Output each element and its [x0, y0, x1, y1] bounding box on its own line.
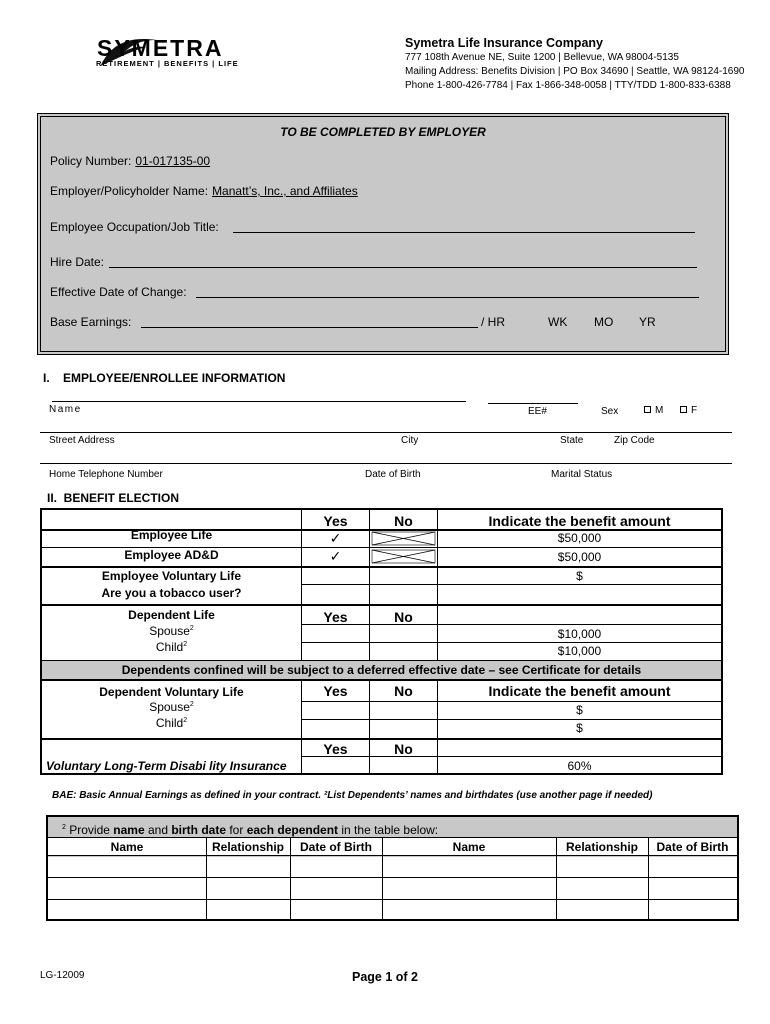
effective-date-label: Effective Date of Change: [50, 285, 187, 299]
form-id: LG-12009 [40, 970, 85, 981]
marital-label: Marital Status [551, 469, 613, 480]
zip-label: Zip Code [614, 435, 655, 446]
row-rule [48, 837, 737, 838]
employee-life-yes-check[interactable]: ✓ [329, 530, 342, 546]
row-rule [302, 642, 721, 643]
per-year-label[interactable]: YR [639, 315, 656, 329]
effective-date-input-line[interactable] [196, 297, 699, 298]
sex-female-option[interactable] [680, 405, 697, 416]
phone-input-line[interactable] [40, 463, 732, 464]
dependent-voluntary-life-label: Dependent Voluntary Life [99, 685, 244, 699]
employee-life-amount: $50,000 [557, 531, 602, 545]
brand-name: SYMETRA [97, 35, 224, 61]
dep-vol-amount-header: Indicate the benefit amount [488, 683, 671, 699]
employee-voluntary-life-label: Employee Voluntary Life [101, 569, 242, 583]
dep-vol-child-label: Child$^2$ [155, 716, 188, 730]
row-rule [42, 566, 721, 568]
dependent-life-no-header: No [394, 609, 413, 625]
female-checkbox[interactable] [680, 406, 687, 413]
col-dob-1: Date of Birth [300, 840, 372, 854]
vltd-label: Voluntary Long-Term Disabi lity Insurance [46, 759, 287, 773]
benefit-amount-header: Indicate the benefit amount [488, 513, 671, 529]
occupation-input-line[interactable] [233, 232, 695, 233]
company-mailing: Mailing Address: Benefits Division | PO Box 34690 | Seattle, WA 98124-1690 [405, 66, 745, 77]
dependent-row-1[interactable] [48, 856, 737, 877]
hire-date-label: Hire Date: [50, 255, 105, 269]
benefit-election-table [40, 508, 723, 775]
employee-add-label: Employee AD&D [124, 548, 219, 562]
dob-label: Date of Birth [365, 469, 421, 480]
employee-add-amount: $50,000 [557, 550, 602, 564]
name-label: Name [49, 404, 82, 415]
per-month-label[interactable]: MO [594, 315, 614, 329]
company-phone: Phone 1-800-426-7784 | Fax 1-866-348-0058 | TTY/TDD 1-800-833-6388 [405, 80, 731, 91]
row-rule [302, 719, 721, 720]
row-rule [42, 679, 721, 681]
employer-name-label: Employer/Policyholder Name: [50, 184, 209, 198]
col-relationship-1: Relationship [211, 840, 284, 854]
row-rule [42, 604, 721, 606]
row-rule [302, 701, 721, 702]
occupation-label: Employee Occupation/Job Title: [50, 220, 219, 234]
dep-vol-spouse-amount[interactable]: $ [576, 703, 583, 717]
policy-number-label: Policy Number: [50, 154, 132, 168]
dependents-instructions: $^2$ Provide name and birth date for each dependent in the table below: [62, 823, 439, 837]
company-name: Symetra Life Insurance Company [405, 36, 603, 50]
employee-voluntary-life-amount[interactable]: $ [576, 569, 583, 583]
dependent-life-yes-header: Yes [323, 609, 348, 625]
female-label: F [691, 405, 698, 416]
dependents-table [46, 815, 739, 921]
brand-tagline: RETIREMENT | BENEFITS | LIFE [96, 59, 239, 68]
dependent-child-amount: $10,000 [557, 644, 602, 658]
employee-add-no-crossed [370, 548, 437, 565]
employee-add-yes-check[interactable]: ✓ [329, 548, 342, 564]
section1-title: I. EMPLOYEE/ENROLLEE INFORMATION [43, 371, 286, 385]
street-label: Street Address [49, 435, 115, 446]
policy-number-value: 01-017135-00 [135, 154, 211, 168]
col-relationship-2: Relationship [565, 840, 638, 854]
ee-input-line[interactable] [488, 403, 578, 404]
col-dob-2: Date of Birth [656, 840, 729, 854]
employee-life-label: Employee Life [130, 528, 213, 542]
dependent-spouse-label: Spouse$^2$ [149, 624, 194, 638]
ee-label: EE# [528, 406, 547, 417]
deferred-date-notice: Dependents confined will be subject to a deferred effective date – see Certificate for details [42, 661, 721, 679]
phone-label: Home Telephone Number [49, 469, 163, 480]
name-input-line[interactable] [52, 401, 466, 402]
dep-vol-child-amount[interactable]: $ [576, 721, 583, 735]
section2-title: II. BENEFIT ELECTION [47, 491, 180, 505]
dependent-row-3[interactable] [48, 900, 737, 921]
employee-life-no-crossed [370, 530, 437, 547]
hire-date-input-line[interactable] [109, 267, 697, 268]
per-hour-label[interactable]: / HR [481, 315, 505, 329]
vltd-no-header: No [394, 741, 413, 757]
employer-name-value: Manatt’s, Inc., and Affiliates [212, 184, 358, 198]
col-name-1: Name [110, 840, 144, 854]
row-rule [302, 584, 721, 585]
address-input-line[interactable] [40, 432, 732, 433]
no-header: No [394, 513, 413, 529]
page-number: Page 1 of 2 [352, 970, 418, 984]
policy-number-field [50, 154, 210, 168]
footnote: BAE: Basic Annual Earnings as defined in your contract. ²List Dependents’ names and birthdates (use another page if needed) [52, 790, 653, 801]
dep-vol-yes-header: Yes [323, 683, 348, 699]
base-earnings-label: Base Earnings: [50, 315, 132, 329]
employer-section [37, 113, 729, 355]
row-rule [42, 738, 721, 740]
state-label: State [560, 435, 584, 446]
sex-label: Sex [601, 406, 619, 417]
dependent-child-label: Child$^2$ [155, 640, 188, 654]
city-label: City [401, 435, 419, 446]
vltd-amount: 60% [567, 759, 592, 773]
col-name-2: Name [452, 840, 486, 854]
male-label: M [655, 405, 664, 416]
dependent-row-2[interactable] [48, 878, 737, 899]
employer-section-title: TO BE COMPLETED BY EMPLOYER [280, 125, 486, 139]
tobacco-question: Are you a tobacco user? [101, 586, 242, 600]
company-address: 777 108th Avenue NE, Suite 1200 | Bellevue, WA 98004-5135 [405, 52, 679, 63]
per-week-label[interactable]: WK [548, 315, 568, 329]
base-earnings-input-line[interactable] [141, 327, 478, 328]
yes-header: Yes [323, 513, 348, 529]
dep-vol-spouse-label: Spouse$^2$ [149, 700, 194, 714]
vltd-yes-header: Yes [323, 741, 348, 757]
sex-male-option[interactable] [644, 405, 663, 416]
dependent-life-label: Dependent Life [128, 608, 215, 622]
dep-vol-no-header: No [394, 683, 413, 699]
employer-name-field [50, 184, 358, 198]
dependent-spouse-amount: $10,000 [557, 627, 602, 641]
male-checkbox[interactable] [644, 406, 651, 413]
